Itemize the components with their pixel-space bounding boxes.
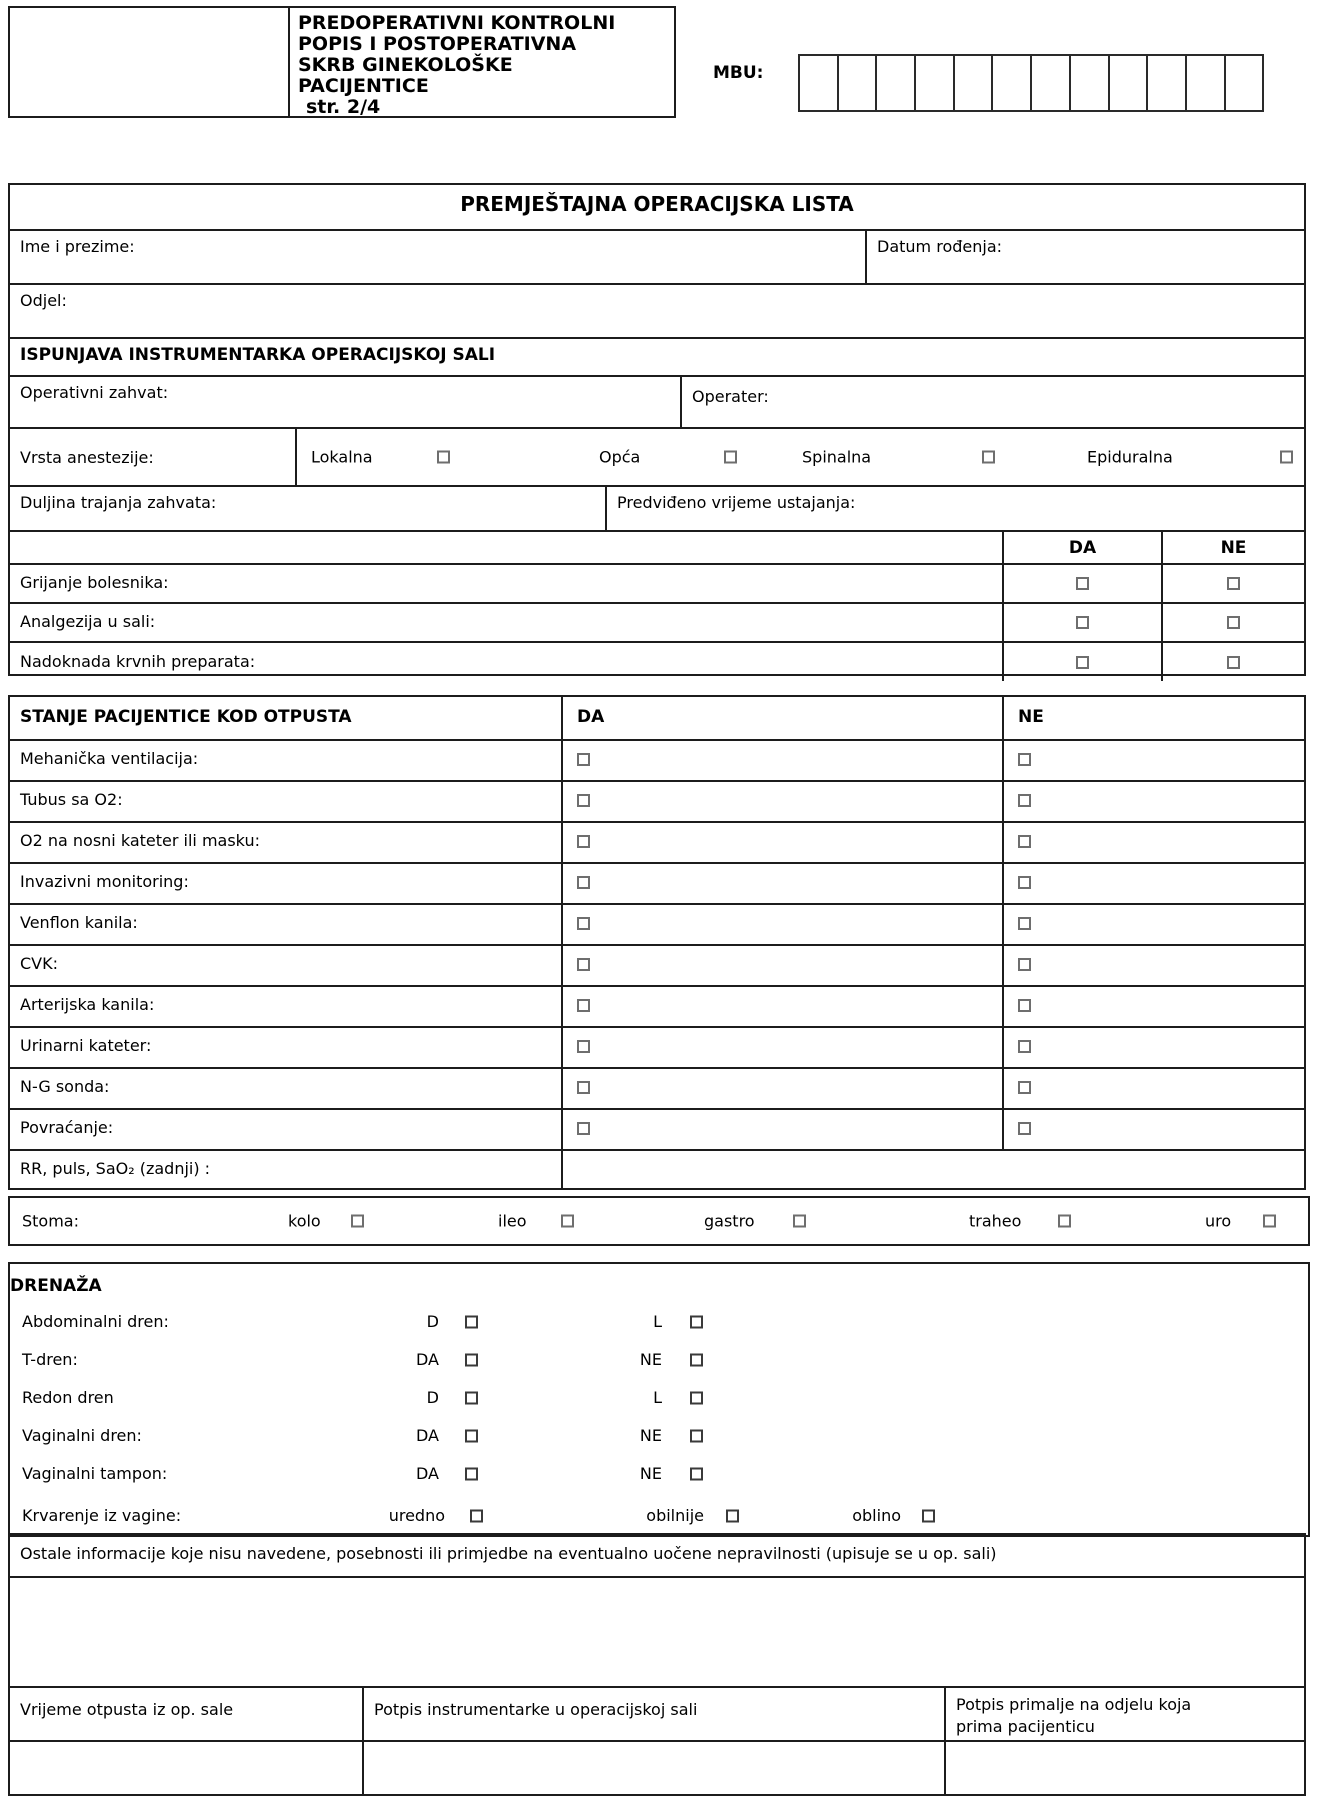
mbu-cell[interactable] xyxy=(800,56,839,110)
checkbox-da[interactable] xyxy=(577,1081,590,1094)
discharge-state-table xyxy=(8,695,1306,1190)
option-label: L xyxy=(653,1312,662,1331)
option-label: NE xyxy=(639,1464,662,1483)
mbu-cell[interactable] xyxy=(1110,56,1149,110)
checkbox-ne[interactable] xyxy=(690,1354,703,1367)
row-label: Vaginalni dren: xyxy=(22,1426,142,1445)
option-uredno: uredno xyxy=(388,1506,445,1525)
row-label: Analgezija u sali: xyxy=(20,612,156,631)
mbu-digit-grid xyxy=(798,54,1264,112)
checkbox-ne[interactable] xyxy=(1018,835,1031,848)
yes-column-header: DA xyxy=(563,697,1004,739)
row-label: T-dren: xyxy=(22,1350,78,1369)
section-header-row xyxy=(10,337,1304,375)
stoma-row xyxy=(8,1196,1310,1246)
checkbox-ne[interactable] xyxy=(1018,876,1031,889)
mbu-label: MBU: xyxy=(713,63,764,83)
checkbox-epiduralna[interactable] xyxy=(1280,451,1293,464)
checkbox-ne[interactable] xyxy=(1227,616,1240,629)
form-id-box xyxy=(8,6,676,118)
checkbox-ne[interactable] xyxy=(1018,958,1031,971)
row-label: Grijanje bolesnika: xyxy=(20,573,169,592)
other-info-label: Ostale informacije koje nisu navedene, posebnosti ili primjedbe na eventualno uočene nepravilnosti (upisuje se u op. sali) xyxy=(20,1544,997,1563)
form-page-number: str. 2/4 xyxy=(306,96,381,118)
drainage-header: DRENAŽA xyxy=(10,1276,102,1296)
vitals-label: RR, puls, SaO₂ (zadnji) : xyxy=(10,1151,563,1188)
signature-table xyxy=(8,1686,1306,1796)
mbu-cell[interactable] xyxy=(1226,56,1263,110)
row-invazivni-monitoring xyxy=(10,862,1304,903)
form-title-line: PREDOPERATIVNI KONTROLNI xyxy=(298,12,616,34)
checkbox-opca[interactable] xyxy=(724,451,737,464)
checkbox-da[interactable] xyxy=(577,835,590,848)
row-label: N-G sonda: xyxy=(10,1069,563,1108)
checkbox-ne[interactable] xyxy=(1227,577,1240,590)
row-label: Tubus sa O2: xyxy=(10,782,563,821)
checkbox-da[interactable] xyxy=(577,917,590,930)
stoma-option-uro: uro xyxy=(1205,1211,1232,1231)
section-header: ISPUNJAVA INSTRUMENTARKA OPERACIJSKOJ SALI xyxy=(20,345,496,365)
scrub-nurse-signature-label: Potpis instrumentarke u operacijskoj sali xyxy=(364,1688,946,1740)
form-title-line: POPIS I POSTOPERATIVNA xyxy=(298,33,577,55)
duration-row xyxy=(10,485,1304,530)
checkbox-da[interactable] xyxy=(577,1122,590,1135)
anesthesia-option-epiduralna: Epiduralna xyxy=(1087,447,1173,467)
checkbox-ne[interactable] xyxy=(1018,917,1031,930)
procedure-field[interactable] xyxy=(10,377,682,427)
row-vitals xyxy=(10,1149,1304,1188)
signature-header-row xyxy=(10,1688,1304,1740)
form-title xyxy=(290,8,674,116)
row-label: Redon dren xyxy=(22,1388,114,1407)
name-label: Ime i prezime: xyxy=(20,237,135,256)
row-arterijska-kanila xyxy=(10,985,1304,1026)
checkbox-uro[interactable] xyxy=(1263,1215,1276,1228)
operator-label: Operater: xyxy=(692,387,769,406)
checkbox-obilnije[interactable] xyxy=(726,1510,739,1523)
other-info-row xyxy=(8,1533,1306,1578)
row-label: Arterijska kanila: xyxy=(10,987,563,1026)
option-oblino: oblino xyxy=(852,1506,901,1525)
mbu-cell[interactable] xyxy=(839,56,878,110)
row-label: Invazivni monitoring: xyxy=(10,864,563,903)
row-vaginalni-tampon xyxy=(10,1462,1308,1486)
stoma-option-kolo: kolo xyxy=(288,1211,321,1231)
stoma-option-traheo: traheo xyxy=(969,1211,1022,1231)
checkbox-uredno[interactable] xyxy=(470,1510,483,1523)
checkbox-traheo[interactable] xyxy=(1058,1215,1071,1228)
row-urinarni-kateter xyxy=(10,1026,1304,1067)
row-t-dren xyxy=(10,1348,1308,1372)
anesthesia-options xyxy=(297,429,1304,485)
checkbox-spinalna[interactable] xyxy=(982,451,995,464)
option-label: NE xyxy=(639,1426,662,1445)
checkbox-ileo[interactable] xyxy=(561,1215,574,1228)
row-label: Nadoknada krvnih preparata: xyxy=(20,652,256,671)
yes-no-header-row xyxy=(10,530,1304,563)
anesthesia-row xyxy=(10,427,1304,485)
row-redon-dren xyxy=(10,1386,1308,1410)
row-label: Povraćanje: xyxy=(10,1110,563,1149)
no-column-header: NE xyxy=(1018,707,1044,727)
form-title-line: SKRB GINEKOLOŠKE xyxy=(298,54,513,76)
mobilization-label: Predviđeno vrijeme ustajanja: xyxy=(617,493,856,512)
option-label: DA xyxy=(416,1464,439,1483)
checkbox-ne[interactable] xyxy=(1227,656,1240,669)
row-label: CVK: xyxy=(10,946,563,985)
duration-field[interactable] xyxy=(10,487,607,530)
checkbox-ne[interactable] xyxy=(1018,999,1031,1012)
row-label: Venflon kanila: xyxy=(10,905,563,944)
option-obilnije: obilnije xyxy=(646,1506,704,1525)
department-field[interactable] xyxy=(10,285,1304,337)
drainage-section xyxy=(8,1262,1310,1537)
row-mehanicka-ventilacija xyxy=(10,739,1304,780)
checkbox-da[interactable] xyxy=(577,958,590,971)
discharge-header-row xyxy=(10,697,1304,739)
checkbox-da[interactable] xyxy=(1076,616,1089,629)
checkbox-d[interactable] xyxy=(465,1316,478,1329)
row-cvk xyxy=(10,944,1304,985)
checkbox-gastro[interactable] xyxy=(793,1215,806,1228)
checkbox-l[interactable] xyxy=(690,1392,703,1405)
procedure-label: Operativni zahvat: xyxy=(20,383,169,402)
option-label: D xyxy=(426,1312,439,1331)
checkbox-da[interactable] xyxy=(1076,577,1089,590)
option-label: L xyxy=(653,1388,662,1407)
anesthesia-label: Vrsta anestezije: xyxy=(10,429,297,485)
checkbox-d[interactable] xyxy=(465,1392,478,1405)
no-column-header: NE xyxy=(1161,532,1304,563)
procedure-operator-row xyxy=(10,375,1304,427)
row-venflon-kanila xyxy=(10,903,1304,944)
dob-label: Datum rođenja: xyxy=(877,237,1003,256)
row-o2-na-nosni-kateter xyxy=(10,821,1304,862)
transfer-list-table xyxy=(8,183,1306,676)
mbu-cell[interactable] xyxy=(877,56,916,110)
option-label: DA xyxy=(416,1350,439,1369)
mbu-cell[interactable] xyxy=(1071,56,1110,110)
mbu-cell[interactable] xyxy=(916,56,955,110)
department-row xyxy=(10,283,1304,337)
checkbox-da[interactable] xyxy=(577,794,590,807)
anesthesia-option-opca: Opća xyxy=(599,447,641,467)
discharge-time-label: Vrijeme otpusta iz op. sale xyxy=(10,1688,364,1740)
checkbox-ne[interactable] xyxy=(1018,1081,1031,1094)
checkbox-ne[interactable] xyxy=(1018,794,1031,807)
checkbox-da[interactable] xyxy=(465,1430,478,1443)
midwife-signature-label: Potpis primalje na odjelu koja prima pacijenticu xyxy=(956,1695,1192,1736)
option-label: NE xyxy=(639,1350,662,1369)
discharge-time-field[interactable] xyxy=(10,1742,364,1794)
department-label: Odjel: xyxy=(20,291,67,310)
row-label: Vaginalni tampon: xyxy=(22,1464,168,1483)
row-tubus-sa-o2 xyxy=(10,780,1304,821)
checkbox-lokalna[interactable] xyxy=(437,451,450,464)
vitals-value-area[interactable] xyxy=(563,1151,1304,1188)
row-abdominalni-dren xyxy=(10,1310,1308,1334)
stoma-option-ileo: ileo xyxy=(498,1211,527,1231)
logo-area xyxy=(10,8,290,116)
checkbox-da[interactable] xyxy=(577,1040,590,1053)
row-label: Abdominalni dren: xyxy=(22,1312,169,1331)
checkbox-da[interactable] xyxy=(577,999,590,1012)
yes-column-header: DA xyxy=(1002,532,1161,563)
option-label: D xyxy=(426,1388,439,1407)
checkbox-da[interactable] xyxy=(465,1354,478,1367)
row-ng-sonda xyxy=(10,1067,1304,1108)
row-analgezija-u-sali xyxy=(10,602,1304,641)
checkbox-oblino[interactable] xyxy=(922,1510,935,1523)
name-field[interactable] xyxy=(10,231,867,283)
anesthesia-option-spinalna: Spinalna xyxy=(802,447,872,467)
row-label: Urinarni kateter: xyxy=(10,1028,563,1067)
checkbox-kolo[interactable] xyxy=(351,1215,364,1228)
checkbox-ne[interactable] xyxy=(1018,1040,1031,1053)
row-grijanje-bolesnika xyxy=(10,563,1304,602)
checkbox-da[interactable] xyxy=(577,876,590,889)
row-label: O2 na nosni kateter ili masku: xyxy=(10,823,563,862)
stoma-option-gastro: gastro xyxy=(704,1211,755,1231)
checkbox-l[interactable] xyxy=(690,1316,703,1329)
checkbox-da[interactable] xyxy=(1076,656,1089,669)
signature-input-row xyxy=(10,1740,1304,1794)
mobilization-field[interactable] xyxy=(607,487,1304,530)
duration-label: Duljina trajanja zahvata: xyxy=(20,493,217,512)
checkbox-ne[interactable] xyxy=(690,1430,703,1443)
table-title: PREMJEŠTAJNA OPERACIJSKA LISTA xyxy=(460,192,854,216)
scrub-nurse-signature-field[interactable] xyxy=(364,1742,946,1794)
operator-field[interactable] xyxy=(682,377,1304,427)
option-label: DA xyxy=(416,1426,439,1445)
row-vaginalni-dren xyxy=(10,1424,1308,1448)
name-dob-row xyxy=(10,229,1304,283)
mbu-cell[interactable] xyxy=(955,56,994,110)
midwife-signature-field[interactable] xyxy=(946,1742,1304,1794)
row-label: Mehanička ventilacija: xyxy=(10,741,563,780)
stoma-label: Stoma: xyxy=(22,1211,79,1231)
form-title-line: PACIJENTICE xyxy=(298,75,429,97)
notes-area[interactable] xyxy=(8,1576,1306,1688)
checkbox-da[interactable] xyxy=(465,1468,478,1481)
mbu-cell[interactable] xyxy=(1032,56,1071,110)
dob-field[interactable] xyxy=(867,231,1304,283)
mbu-cell[interactable] xyxy=(1187,56,1226,110)
checkbox-da[interactable] xyxy=(577,753,590,766)
mbu-cell[interactable] xyxy=(1148,56,1187,110)
row-label: Krvarenje iz vagine: xyxy=(22,1506,182,1525)
row-krvarenje-iz-vagine xyxy=(10,1504,1308,1528)
checkbox-ne[interactable] xyxy=(1018,1122,1031,1135)
checkbox-ne[interactable] xyxy=(1018,753,1031,766)
discharge-section-header: STANJE PACIJENTICE KOD OTPUSTA xyxy=(10,697,563,739)
mbu-cell[interactable] xyxy=(993,56,1032,110)
row-nadoknada-krvnih-preparata xyxy=(10,641,1304,681)
row-povracanje xyxy=(10,1108,1304,1149)
anesthesia-option-lokalna: Lokalna xyxy=(311,447,373,467)
checkbox-ne[interactable] xyxy=(690,1468,703,1481)
